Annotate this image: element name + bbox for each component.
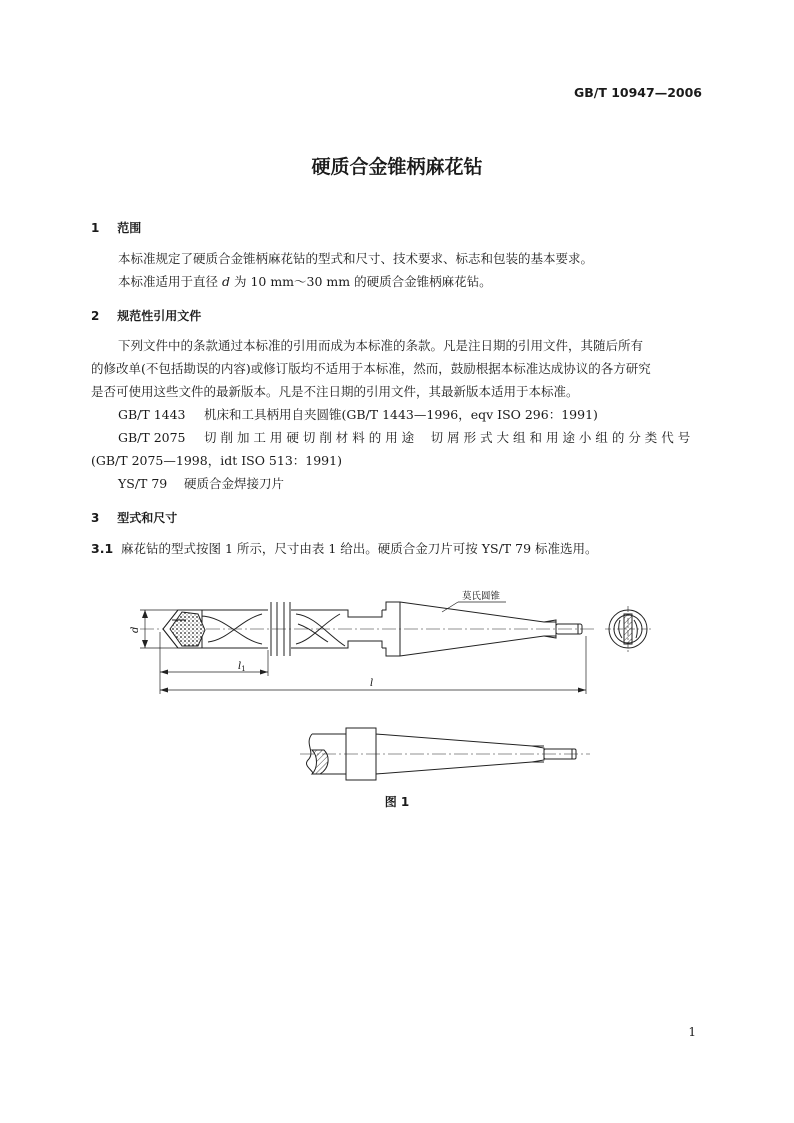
drill-tip <box>163 610 205 648</box>
reference-item <box>118 403 598 426</box>
section-title: 型式和尺寸 <box>117 511 178 525</box>
subsection-number: 3.1 <box>91 541 114 556</box>
section-1-heading <box>91 219 141 236</box>
dimension-d-label: d <box>130 626 141 633</box>
subsection-text: 麻花钻的型式按图 1 所示，尺寸由表 1 给出。硬质合金刀片可按 YS/T 79 标准选用。 <box>121 541 598 556</box>
end-view <box>605 606 652 652</box>
normative-intro-line-3: 是否可使用这些文件的最新版本。凡是不注日期的引用文件，其最新版本适用于本标准。 <box>91 384 579 399</box>
text-segment: 本标准适用于直径 <box>118 274 222 289</box>
scope-paragraph-1: 本标准规定了硬质合金锥柄麻花钻的型式和尺寸、技术要求、标志和包装的基本要求。 <box>118 251 594 266</box>
morse-taper-label: 莫氏圆锥 <box>462 591 501 602</box>
normative-intro-line-2: 的修改单(不包括勘误的内容)或修订版均不适用于本标准，然而，鼓励根据本标准达成协议的各方研究 <box>91 361 651 376</box>
reference-title: 切 削 加 工 用 硬 切 削 材 料 的 用 途 切 屑 形 式 大 组 和 用 途 小 组 的 分 类 代 号 <box>204 430 691 445</box>
reference-code: GB/T 1443 <box>118 407 186 422</box>
section-2-heading <box>91 307 201 324</box>
reference-continuation: (GB/T 2075—1998，idt ISO 513：1991) <box>91 453 342 468</box>
section-3-heading <box>91 509 177 526</box>
reference-title: 机床和工具柄用自夹圆锥(GB/T 1443—1996，eqv ISO 296：1991) <box>204 407 598 422</box>
dimension-lines <box>140 610 586 694</box>
l1-subscript: 1 <box>241 665 246 673</box>
section-number: 1 <box>91 221 100 235</box>
page-number: 1 <box>688 1025 696 1039</box>
section-number: 3 <box>91 511 100 525</box>
reference-code: YS/T 79 <box>118 476 168 491</box>
figure-caption: 图 1 <box>384 795 410 809</box>
reference-title: 硬质合金焊接刀片 <box>184 476 285 491</box>
reference-code: GB/T 2075 <box>118 430 186 445</box>
reference-item <box>118 426 690 449</box>
text-segment: 为 10 mm～30 mm 的硬质合金锥柄麻花钻。 <box>230 274 492 289</box>
dimension-l-label: l <box>370 678 374 689</box>
document-title: 硬质合金锥柄麻花钻 <box>311 156 483 178</box>
scope-paragraph-2 <box>118 270 492 293</box>
shank-detail-view <box>300 728 590 780</box>
diameter-variable: d <box>221 274 230 289</box>
figure-1-drawing <box>0 580 794 790</box>
reference-item <box>118 472 284 495</box>
standard-code: GB/T 10947—2006 <box>573 85 702 100</box>
section-number: 2 <box>91 309 100 323</box>
dimension-l1-label <box>238 661 246 673</box>
subsection-3-1 <box>91 539 598 557</box>
section-title: 规范性引用文件 <box>117 309 202 323</box>
normative-intro-line-1: 下列文件中的条款通过本标准的引用而成为本标准的条款。凡是注日期的引用文件，其随后所有 <box>118 338 644 353</box>
section-title: 范围 <box>117 221 142 235</box>
l1-symbol: l <box>238 661 242 672</box>
